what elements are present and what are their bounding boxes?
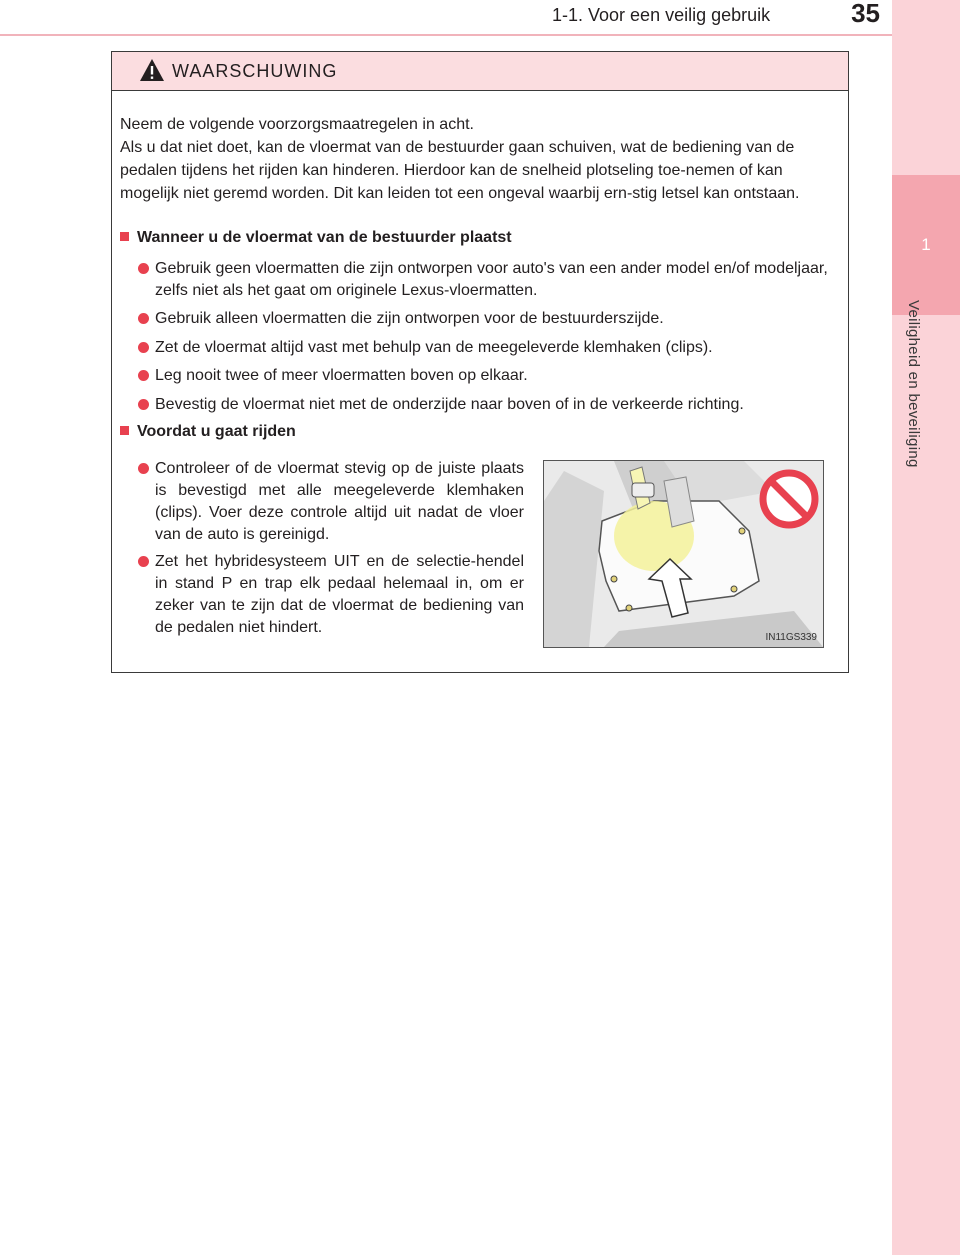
chapter-number: 1 bbox=[921, 235, 931, 254]
bullet-text: Leg nooit twee of meer vloermatten boven op elkaar. bbox=[155, 367, 528, 384]
header-divider bbox=[0, 34, 892, 36]
chapter-title: Veiligheid en beveiliging bbox=[905, 300, 922, 468]
floor-mat-illustration bbox=[543, 460, 824, 648]
bullet-text: Controleer of de vloermat stevig op de juiste plaats is bevestigd met alle meegeleverde klemhaken (clips). Voer deze controle altijd uit nadat de vloer van de auto is gereinigd. bbox=[155, 460, 524, 543]
section-heading-before-driving bbox=[120, 423, 296, 441]
bullet-dot-icon bbox=[138, 263, 149, 274]
figure-code: IN11GS339 bbox=[765, 632, 817, 643]
chapter-number-tab bbox=[892, 175, 960, 315]
bullet-dot-icon bbox=[138, 370, 149, 381]
bullet-dot-icon bbox=[138, 313, 149, 324]
list-item bbox=[138, 365, 842, 387]
bullet-dot-icon bbox=[138, 342, 149, 353]
bullet-dot-icon bbox=[138, 399, 149, 410]
list-item bbox=[138, 551, 524, 639]
list-item bbox=[138, 458, 524, 546]
page-number: 35 bbox=[851, 0, 880, 28]
bullet-dot-icon bbox=[138, 463, 149, 474]
section-heading-text: Voordat u gaat rijden bbox=[137, 423, 296, 440]
warning-intro: Neem de volgende voorzorgsmaatregelen in acht. Als u dat niet doet, kan de vloermat van de bestuurder gaan schuiven, wat de bediening van de pedalen tijdens het rijden kan hinderen. Hierdoor kan de snelheid plotseling toe-nemen of kan mogelijk niet geremd worden. Dit kan leiden tot een ongeval waarbij ern-stig letsel kan ontstaan. bbox=[120, 116, 800, 202]
bullet-text: Gebruik geen vloermatten die zijn ontworpen voor auto's van een ander model en/of modeljaar, zelfs niet als het gaat om originele Lexus-vloermatten. bbox=[155, 260, 828, 299]
list-item bbox=[138, 258, 842, 302]
list-item bbox=[138, 394, 842, 416]
square-bullet-icon bbox=[120, 426, 129, 435]
list-item bbox=[138, 337, 842, 359]
list-item bbox=[138, 308, 842, 330]
bullet-text: Zet het hybridesysteem UIT en de selectie-hendel in stand P en trap elk pedaal helemaal in, om er zeker van te zijn dat de vloermat de bediening van de pedalen niet hindert. bbox=[155, 553, 524, 636]
square-bullet-icon bbox=[120, 232, 129, 241]
floor-mat-drawing bbox=[544, 461, 823, 647]
bullet-text: Zet de vloermat altijd vast met behulp van de meegeleverde klemhaken (clips). bbox=[155, 339, 713, 356]
warning-header bbox=[112, 52, 848, 91]
warning-box bbox=[111, 51, 849, 673]
warning-triangle-icon bbox=[139, 58, 165, 82]
bullet-text: Gebruik alleen vloermatten die zijn ontworpen voor de bestuurderszijde. bbox=[155, 310, 664, 327]
section-heading-text: Wanneer u de vloermat van de bestuurder plaatst bbox=[137, 229, 512, 246]
bullet-text: Bevestig de vloermat niet met de onderzijde naar boven of in de verkeerde richting. bbox=[155, 396, 744, 413]
warning-title: WAARSCHUWING bbox=[172, 61, 338, 81]
bullet-dot-icon bbox=[138, 556, 149, 567]
section-heading-placing bbox=[120, 229, 512, 247]
section-title: 1-1. Voor een veilig gebruik bbox=[552, 5, 771, 25]
